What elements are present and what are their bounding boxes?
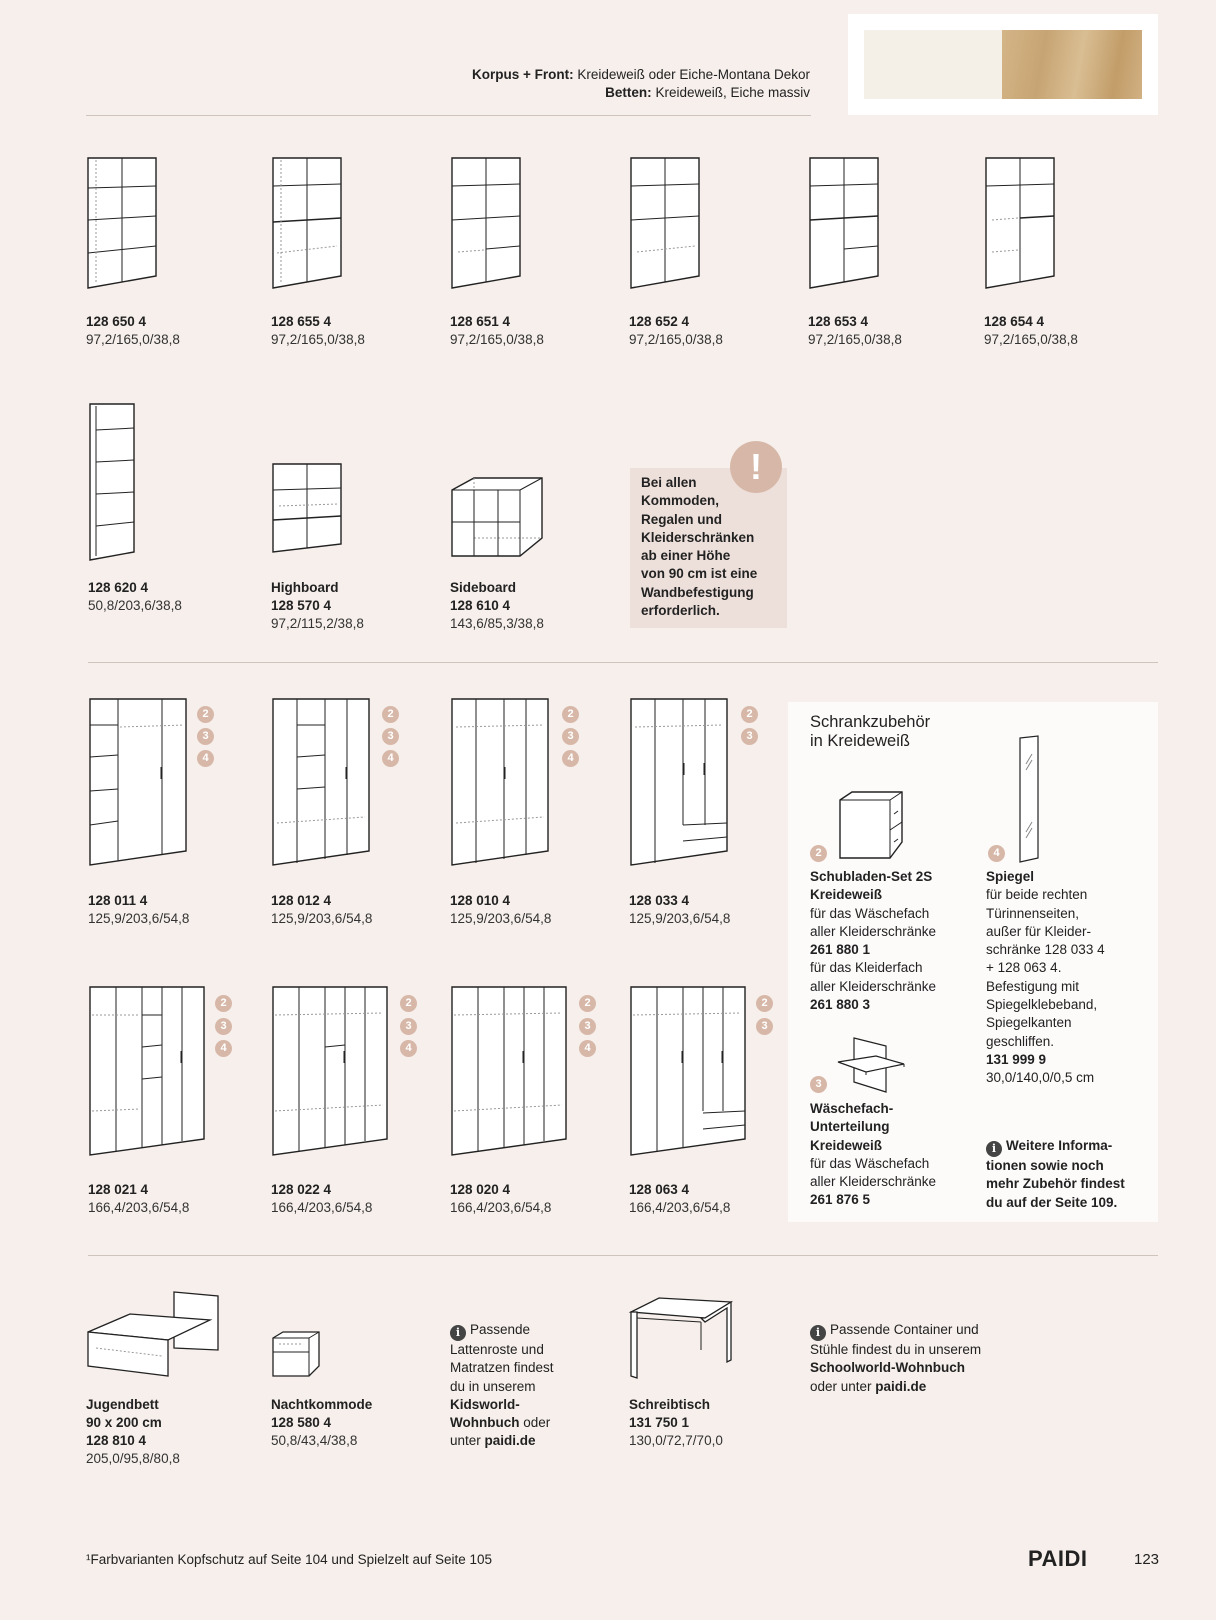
swatch-eiche-montana [1002,30,1142,99]
bed-name: Jugendbett [86,1397,159,1412]
shelf-128-620-4-image [88,402,138,562]
wardrobe-128-011-4-image [88,697,188,867]
bed-code: 128 810 4 [86,1433,147,1448]
drawer-desc: für das Kleiderfach [810,960,923,976]
accessory-badge: 4 [579,1040,596,1057]
mirror-code: 131 999 9 [986,1051,1047,1067]
accessory-badge: 3 [382,728,399,745]
swatch-kreideweiss [864,30,1002,99]
mirror-badge: 4 [988,845,1005,862]
desk-label [629,1396,723,1450]
desk-dims: 130,0/72,7/70,0 [629,1433,723,1448]
paidi-link[interactable]: paidi.de [484,1433,536,1449]
product-name: Sideboard [450,580,517,595]
product-code: 128 022 4 [271,1182,332,1197]
mirror-name: Spiegel [986,869,1035,884]
mirror-dims: 30,0/140,0/0,5 cm [986,1070,1095,1086]
divider-code: 261 876 5 [810,1192,871,1208]
drawer-set-image [838,790,904,860]
wardrobe-128-033-4-image [629,697,729,867]
nightstand-code: 128 580 4 [271,1415,332,1430]
product-dims: 166,4/203,6/54,8 [88,1200,190,1215]
wardrobe-label [629,892,730,928]
accessory-badge: 2 [756,995,773,1012]
product-dims: 97,2/115,2/38,8 [271,616,364,631]
mirror-desc: für beide rechten [986,887,1088,903]
page-number: 123 [1134,1551,1160,1568]
product-code: 128 020 4 [450,1182,511,1197]
product-dims: 125,9/203,6/54,8 [88,911,190,926]
product-code: 128 063 4 [629,1182,690,1197]
wardrobe-label [450,1181,551,1217]
drawer-name: Schubladen-Set 2S [810,869,933,884]
product-code: 128 651 4 [450,314,511,329]
accessory-badge: 2 [215,995,232,1012]
laundry-divider-image [836,1036,906,1094]
wardrobe-128-021-4-image [88,985,206,1157]
drawer-code: 261 880 3 [810,997,871,1013]
bed-label [86,1396,180,1468]
product-dims: 166,4/203,6/54,8 [271,1200,373,1215]
header-rule [86,115,811,116]
info-icon: i [450,1325,466,1341]
mirror-desc: außer für Kleider- [986,923,1092,939]
drawer-desc: aller Kleiderschränke [810,978,937,994]
product-dims: 143,6/85,3/38,8 [450,616,544,631]
shelf-label [450,313,544,349]
accessory-badge: 3 [741,728,758,745]
product-name: Highboard [271,580,339,595]
shelf-label [808,313,902,349]
sideboard-image [450,476,544,558]
mirror-text [986,868,1105,1088]
divider-name: Wäschefach- [810,1101,894,1116]
product-dims: 97,2/165,0/38,8 [629,332,723,347]
product-code: 128 021 4 [88,1182,149,1197]
product-dims: 97,2/165,0/38,8 [271,332,365,347]
product-dims: 125,9/203,6/54,8 [271,911,373,926]
wardrobe-128-010-4-image [450,697,550,867]
wardrobe-128-022-4-image [271,985,389,1157]
info-icon: i [986,1141,1002,1157]
wardrobe-label [271,892,372,928]
paidi-logo: PAIDI [1028,1546,1088,1571]
mirror-desc: Spiegelklebeband, [986,997,1098,1013]
wardrobe-128-063-4-image [629,985,747,1157]
wardrobe-128-012-4-image [271,697,371,867]
footnote: ¹Farbvarianten Kopfschutz auf Seite 104 und Spielzelt auf Seite 105 [86,1552,493,1567]
accessory-badge: 4 [400,1040,417,1057]
note-line: Kommoden, [641,493,720,509]
shelf-128-655-4-image [271,156,343,290]
product-dims: 97,2/165,0/38,8 [984,332,1078,347]
accessory-badge: 3 [197,728,214,745]
note-line: Kleiderschränken [641,529,755,545]
drawer-color: Kreideweiß [810,887,883,903]
kidsworld-link[interactable]: Kidsworld- [450,1396,520,1412]
drawer-badge: 2 [810,845,827,862]
product-dims: 166,4/203,6/54,8 [450,1200,552,1215]
accessory-badge: 2 [741,706,758,723]
info-icon: i [810,1325,826,1341]
shelf-label [984,313,1078,349]
schoolworld-link[interactable]: Schoolworld-Wohnbuch [810,1360,965,1376]
section-rule [88,662,1158,663]
mirror-desc: schränke 128 033 4 [986,942,1105,958]
info-text: Passende Container und [830,1322,979,1337]
header-label-2: Betten: [605,85,652,100]
accessories-title-line: in Kreideweiß [810,732,910,750]
mirror-desc: + 128 063 4. [986,960,1062,976]
desk-image [629,1296,733,1380]
product-code: 128 620 4 [88,580,149,595]
wardrobe-label [271,1181,372,1217]
shelf-128-652-4-image [629,156,701,290]
info-line: tionen sowie noch [986,1158,1104,1173]
accessory-badge: 2 [400,995,417,1012]
accessories-title-line: Schrankzubehör [810,713,931,731]
info-text: oder [519,1415,551,1431]
accessory-badge: 2 [579,995,596,1012]
header-value-1: Kreideweiß oder Eiche-Montana Dekor [577,67,810,82]
shelf-128-650-4-image [86,156,158,290]
product-code: 128 650 4 [86,314,147,329]
product-code: 128 655 4 [271,314,332,329]
header-label-1: Korpus + Front: [471,67,574,82]
shelf-label [88,579,182,615]
info-text: Matratzen findest [450,1360,554,1376]
exclamation-icon: ! [730,441,782,493]
accessory-badge: 2 [382,706,399,723]
note-line: Wandbefestigung [641,584,754,600]
product-code: 128 012 4 [271,893,332,908]
product-dims: 125,9/203,6/54,8 [450,911,552,926]
accessory-badge: 3 [756,1018,773,1035]
drawer-code: 261 880 1 [810,942,871,958]
wardrobe-label [450,892,551,928]
info-line: du auf der Seite 109. [986,1194,1118,1210]
shelf-128-654-4-image [984,156,1056,290]
wall-mount-note [630,468,787,628]
product-code: 128 033 4 [629,893,690,908]
desk-name: Schreibtisch [629,1397,711,1412]
note-line: ab einer Höhe [641,548,731,564]
divider-desc: aller Kleiderschränke [810,1174,937,1190]
accessory-badge: 3 [562,728,579,745]
divider-color: Kreideweiß [810,1137,883,1153]
info-text: Stühle findest du in unserem [810,1342,982,1357]
divider-desc: für das Wäschefach [810,1155,930,1171]
drawer-desc: für das Wäschefach [810,905,930,921]
product-dims: 97,2/165,0/38,8 [450,332,544,347]
accessory-badge: 2 [197,706,214,723]
bed-size: 90 x 200 cm [86,1415,162,1430]
nightstand-image [271,1330,321,1378]
shelf-128-651-4-image [450,156,522,290]
mirror-desc: geschliffen. [986,1033,1055,1049]
accessory-badge: 3 [579,1018,596,1035]
material-header [472,66,810,102]
note-line: Regalen und [641,511,723,527]
accessory-badge: 2 [562,706,579,723]
sideboard-label [450,579,544,633]
wardrobe-128-020-4-image [450,985,568,1157]
note-line: Bei allen [641,475,697,490]
accessory-badge: 3 [215,1018,232,1035]
divider-name: Unterteilung [810,1119,890,1135]
desk-code: 131 750 1 [629,1415,690,1430]
product-code: 128 653 4 [808,314,869,329]
shelf-128-653-4-image [808,156,880,290]
wardrobe-label [88,1181,189,1217]
nightstand-dims: 50,8/43,4/38,8 [271,1433,358,1448]
youth-bed-image [86,1290,220,1378]
highboard-label [271,579,364,633]
info-text: Lattenroste und [450,1342,544,1357]
info-line: mehr Zubehör findest [986,1176,1125,1192]
container-info [810,1321,981,1396]
info-text: oder unter [810,1378,876,1394]
laundry-divider-text [810,1100,936,1210]
section-rule [88,1255,1158,1256]
product-code: 128 570 4 [271,598,332,613]
paidi-link[interactable]: paidi.de [875,1378,927,1394]
product-dims: 97,2/165,0/38,8 [808,332,902,347]
product-code: 128 652 4 [629,314,690,329]
info-text: du in unserem [450,1378,536,1394]
note-line: von 90 cm ist eine [641,566,758,582]
drawer-set-text [810,868,936,1014]
product-dims: 166,4/203,6/54,8 [629,1200,731,1215]
mirror-desc: Spiegelkanten [986,1015,1072,1031]
bed-dims: 205,0/95,8/80,8 [86,1451,180,1466]
info-text: Passende [470,1322,531,1337]
nightstand-name: Nachtkommode [271,1397,373,1412]
shelf-label [629,313,723,349]
product-code: 128 010 4 [450,893,511,908]
kidsworld-link[interactable]: Wohnbuch [450,1415,520,1431]
divider-badge: 3 [810,1076,827,1093]
note-line: erforderlich. [641,603,720,619]
highboard-image [271,462,343,554]
accessory-badge: 4 [382,750,399,767]
product-code: 128 011 4 [88,893,148,908]
product-dims: 125,9/203,6/54,8 [629,911,731,926]
product-dims: 50,8/203,6/38,8 [88,598,182,613]
accessories-info [986,1137,1125,1212]
product-code: 128 654 4 [984,314,1045,329]
mirror-desc: Befestigung mit [986,978,1080,994]
wardrobe-label [629,1181,730,1217]
accessory-badge: 3 [400,1018,417,1035]
mirror-desc: Türinnenseiten, [986,905,1080,921]
nightstand-label [271,1396,372,1450]
accessories-title [810,713,930,751]
slatted-frames-info [450,1321,554,1451]
header-value-2: Kreideweiß, Eiche massiv [655,85,810,100]
info-line: Weitere Informa- [1006,1138,1113,1153]
drawer-desc: aller Kleiderschränke [810,923,937,939]
product-code: 128 610 4 [450,598,511,613]
product-dims: 97,2/165,0/38,8 [86,332,180,347]
accessory-badge: 4 [197,750,214,767]
mirror-image [1016,734,1042,864]
color-swatches [848,14,1158,115]
wardrobe-label [88,892,189,928]
accessory-badge: 4 [562,750,579,767]
info-text: unter [450,1433,485,1449]
shelf-label [86,313,180,349]
shelf-label [271,313,365,349]
accessory-badge: 4 [215,1040,232,1057]
